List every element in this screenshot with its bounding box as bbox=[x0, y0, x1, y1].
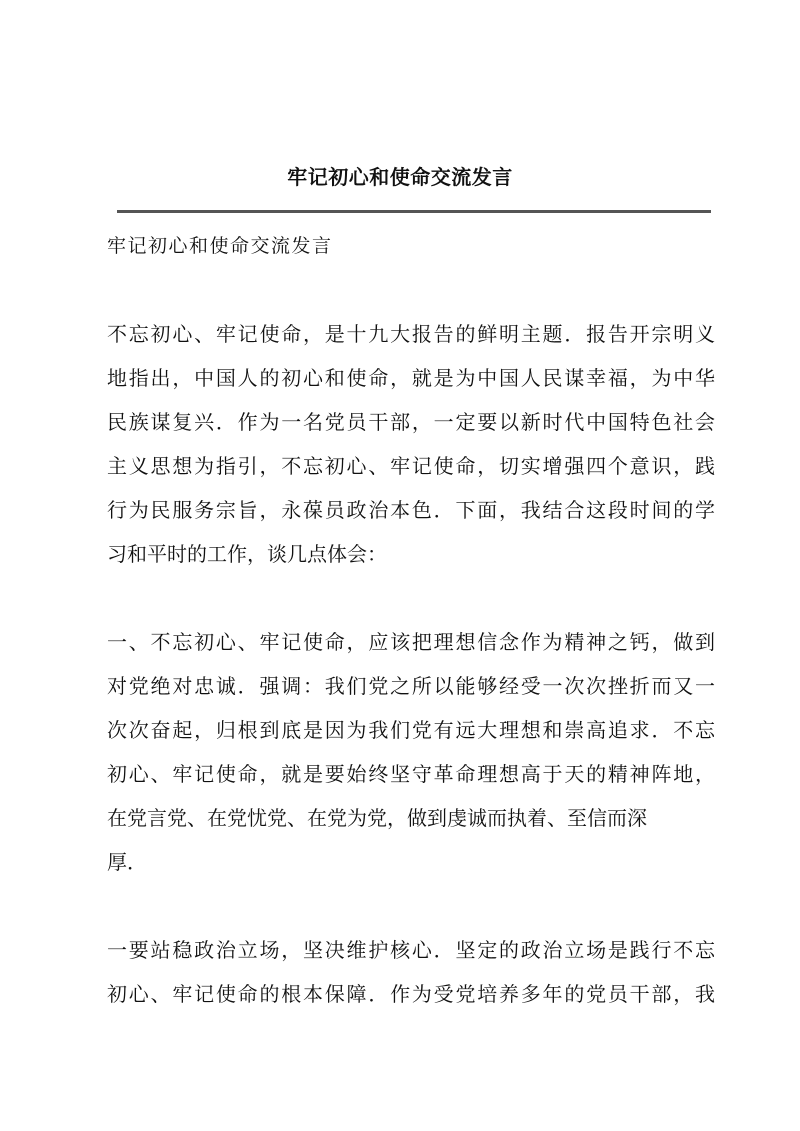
text-line: 主义思想为指引，不忘初心、牢记使命，切实增强四个意识，践 bbox=[107, 454, 715, 478]
text-line: 民族谋复兴．作为一名党员干部，一定要以新时代中国特色社会 bbox=[107, 410, 715, 434]
text-line: 在党言党、在党忧党、在党为党，做到虔诚而执着、至信而深 bbox=[107, 806, 647, 830]
paragraph-section-one bbox=[107, 620, 715, 884]
text-line: 行为民服务宗旨，永葆员政治本色．下面，我结合这段时间的学 bbox=[107, 498, 715, 522]
text-line: 不忘初心、牢记使命，是十九大报告的鲜明主题．报告开宗明义 bbox=[107, 322, 715, 346]
text-line: 厚． bbox=[107, 850, 147, 874]
text-line: 对党绝对忠诚．强调：我们党之所以能够经受一次次挫折而又一 bbox=[107, 674, 715, 698]
paragraph-point-one bbox=[107, 928, 715, 1016]
text-line: 一要站稳政治立场，坚决维护核心．坚定的政治立场是践行不忘 bbox=[107, 938, 715, 962]
document-subtitle: 牢记初心和使命交流发言 bbox=[107, 235, 333, 257]
text-line: 习和平时的工作，谈几点体会： bbox=[107, 542, 387, 566]
text-line: 初心、牢记使命，就是要始终坚守革命理想高于天的精神阵地， bbox=[107, 762, 715, 786]
document-body bbox=[107, 224, 715, 1016]
text-line: 次次奋起，归根到底是因为我们党有远大理想和崇高追求．不忘 bbox=[107, 718, 715, 742]
paragraph-gap bbox=[107, 268, 715, 312]
title-divider bbox=[117, 210, 711, 213]
paragraph-gap bbox=[107, 576, 715, 620]
paragraph-gap bbox=[107, 884, 715, 928]
paragraph-intro bbox=[107, 312, 715, 576]
text-line: 一、不忘初心、牢记使命，应该把理想信念作为精神之钙，做到 bbox=[107, 630, 715, 654]
text-line: 地指出，中国人的初心和使命，就是为中国人民谋幸福，为中华 bbox=[107, 366, 715, 390]
document-title: 牢记初心和使命交流发言 bbox=[287, 165, 513, 189]
text-line: 初心、牢记使命的根本保障．作为受党培养多年的党员干部，我 bbox=[107, 982, 715, 1006]
